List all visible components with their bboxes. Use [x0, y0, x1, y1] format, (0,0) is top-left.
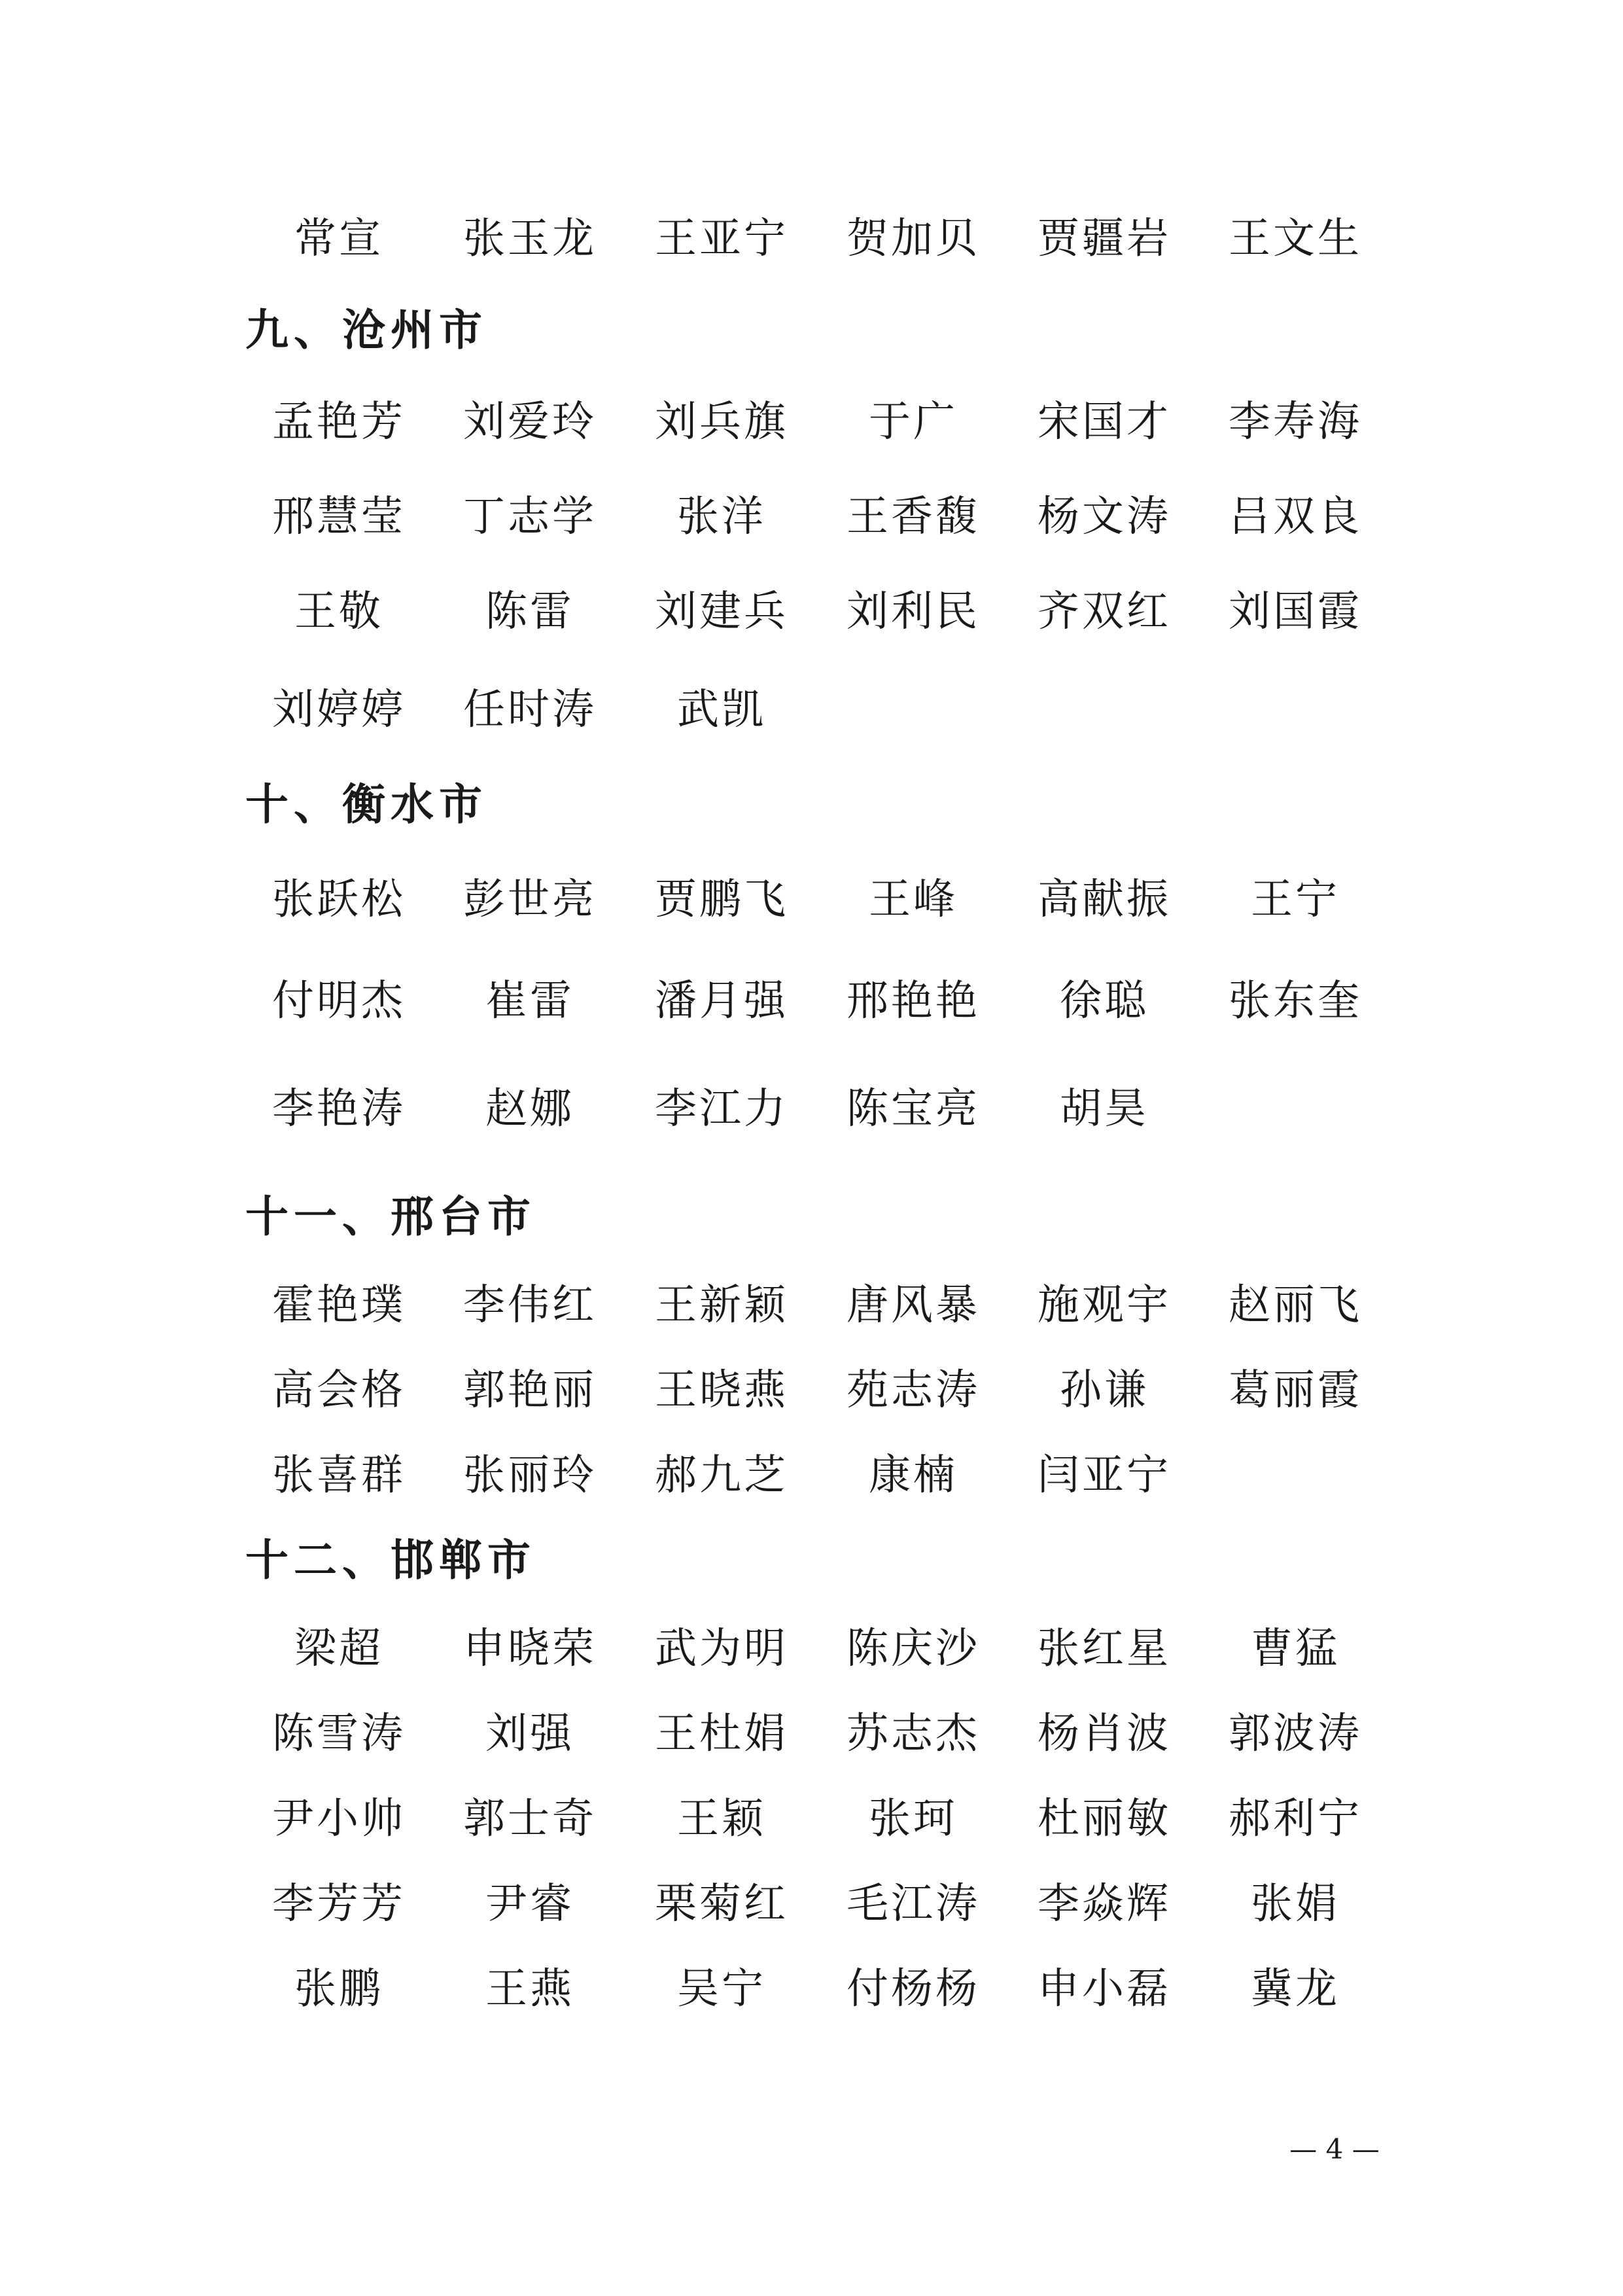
person-name: 胡昊 [1060, 1085, 1149, 1133]
person-name: 丁志学 [463, 493, 597, 541]
person-name: 张洋 [677, 493, 766, 541]
person-name: 王峰 [869, 875, 958, 924]
person-name: 王香馥 [846, 493, 980, 541]
name-row [0, 1613, 1623, 1685]
person-name: 李芳芳 [272, 1880, 406, 1928]
person-name: 彭世亮 [463, 875, 597, 924]
name-row [0, 864, 1623, 936]
person-name: 刘利民 [846, 588, 980, 636]
person-name: 刘建兵 [655, 588, 788, 636]
person-name: 王新颖 [655, 1281, 788, 1330]
person-name: 吕双良 [1229, 493, 1362, 541]
person-name: 王敬 [294, 588, 383, 636]
person-name: 张玉龙 [463, 215, 597, 263]
person-name: 尹睿 [485, 1880, 574, 1928]
person-name: 郭艳丽 [463, 1366, 597, 1415]
person-name: 王晓燕 [655, 1366, 788, 1415]
section-heading: 九、沧州市 [245, 305, 487, 355]
person-name: 常宣 [294, 215, 383, 263]
person-name: 孙谦 [1060, 1366, 1149, 1415]
person-name: 武凯 [677, 686, 766, 734]
person-name: 贾疆岩 [1038, 215, 1171, 263]
section-heading: 十一、邢台市 [245, 1192, 536, 1242]
person-name: 栗菊红 [655, 1880, 788, 1928]
person-name: 付杨杨 [846, 1965, 980, 2013]
person-name: 施观宇 [1038, 1281, 1171, 1330]
person-name: 李寿海 [1229, 398, 1362, 446]
name-row [0, 203, 1623, 275]
person-name: 王亚宁 [655, 215, 788, 263]
name-row [0, 576, 1623, 648]
person-name: 贾鹏飞 [655, 875, 788, 924]
person-name: 葛丽霞 [1229, 1366, 1362, 1415]
person-name: 张喜群 [272, 1451, 406, 1500]
person-name: 申小磊 [1038, 1965, 1171, 2013]
person-name: 孟艳芳 [272, 398, 406, 446]
person-name: 赵娜 [485, 1085, 574, 1133]
person-name: 张东奎 [1229, 977, 1362, 1025]
name-row [0, 674, 1623, 746]
person-name: 潘月强 [655, 977, 788, 1025]
name-row [0, 1439, 1623, 1511]
name-row [0, 1953, 1623, 2025]
person-name: 霍艳璞 [272, 1281, 406, 1330]
person-name: 唐风暴 [846, 1281, 980, 1330]
person-name: 刘国霞 [1229, 588, 1362, 636]
person-name: 陈庆沙 [846, 1625, 980, 1673]
person-name: 王杜娟 [655, 1710, 788, 1758]
name-row [0, 965, 1623, 1037]
person-name: 崔雷 [485, 977, 574, 1025]
person-name: 刘强 [485, 1710, 574, 1758]
person-name: 任时涛 [463, 686, 597, 734]
name-row [0, 1783, 1623, 1855]
person-name: 王颖 [677, 1795, 766, 1843]
name-row [0, 1269, 1623, 1341]
person-name: 梁超 [294, 1625, 383, 1673]
person-name: 李艳涛 [272, 1085, 406, 1133]
person-name: 李焱辉 [1038, 1880, 1171, 1928]
person-name: 李伟红 [463, 1281, 597, 1330]
person-name: 毛江涛 [846, 1880, 980, 1928]
person-name: 刘兵旗 [655, 398, 788, 446]
person-name: 杜丽敏 [1038, 1795, 1171, 1843]
person-name: 张丽玲 [463, 1451, 597, 1500]
person-name: 陈宝亮 [846, 1085, 980, 1133]
person-name: 苏志杰 [846, 1710, 980, 1758]
person-name: 于广 [869, 398, 958, 446]
person-name: 郭波涛 [1229, 1710, 1362, 1758]
name-row [0, 1698, 1623, 1770]
person-name: 刘爱玲 [463, 398, 597, 446]
person-name: 贺加贝 [846, 215, 980, 263]
name-row [0, 386, 1623, 458]
name-row [0, 1073, 1623, 1145]
person-name: 曹猛 [1251, 1625, 1340, 1673]
person-name: 陈雪涛 [272, 1710, 406, 1758]
person-name: 闫亚宁 [1038, 1451, 1171, 1500]
section-heading: 十、衡水市 [245, 779, 487, 830]
person-name: 尹小帅 [272, 1795, 406, 1843]
person-name: 王燕 [485, 1965, 574, 2013]
person-name: 张珂 [869, 1795, 958, 1843]
person-name: 邢艳艳 [846, 977, 980, 1025]
person-name: 张娟 [1251, 1880, 1340, 1928]
person-name: 齐双红 [1038, 588, 1171, 636]
person-name: 赵丽飞 [1229, 1281, 1362, 1330]
person-name: 郝九芝 [655, 1451, 788, 1500]
person-name: 张鹏 [294, 1965, 383, 2013]
person-name: 郭士奇 [463, 1795, 597, 1843]
person-name: 高会格 [272, 1366, 406, 1415]
person-name: 邢慧莹 [272, 493, 406, 541]
page-number: — 4 — [1289, 2133, 1380, 2165]
section-heading: 十二、邯郸市 [245, 1535, 536, 1585]
person-name: 宋国才 [1038, 398, 1171, 446]
person-name: 申晓荣 [463, 1625, 597, 1673]
name-row [0, 481, 1623, 553]
person-name: 刘婷婷 [272, 686, 406, 734]
person-name: 王文生 [1229, 215, 1362, 263]
person-name: 苑志涛 [846, 1366, 980, 1415]
person-name: 郝利宁 [1229, 1795, 1362, 1843]
person-name: 武为明 [655, 1625, 788, 1673]
person-name: 冀龙 [1251, 1965, 1340, 2013]
person-name: 杨肖波 [1038, 1710, 1171, 1758]
person-name: 王宁 [1251, 875, 1340, 924]
person-name: 付明杰 [272, 977, 406, 1025]
person-name: 李江力 [655, 1085, 788, 1133]
person-name: 高献振 [1038, 875, 1171, 924]
person-name: 吴宁 [677, 1965, 766, 2013]
name-row [0, 1868, 1623, 1940]
person-name: 徐聪 [1060, 977, 1149, 1025]
person-name: 杨文涛 [1038, 493, 1171, 541]
person-name: 陈雷 [485, 588, 574, 636]
person-name: 张红星 [1038, 1625, 1171, 1673]
person-name: 康楠 [869, 1451, 958, 1500]
person-name: 张跃松 [272, 875, 406, 924]
name-row [0, 1354, 1623, 1426]
